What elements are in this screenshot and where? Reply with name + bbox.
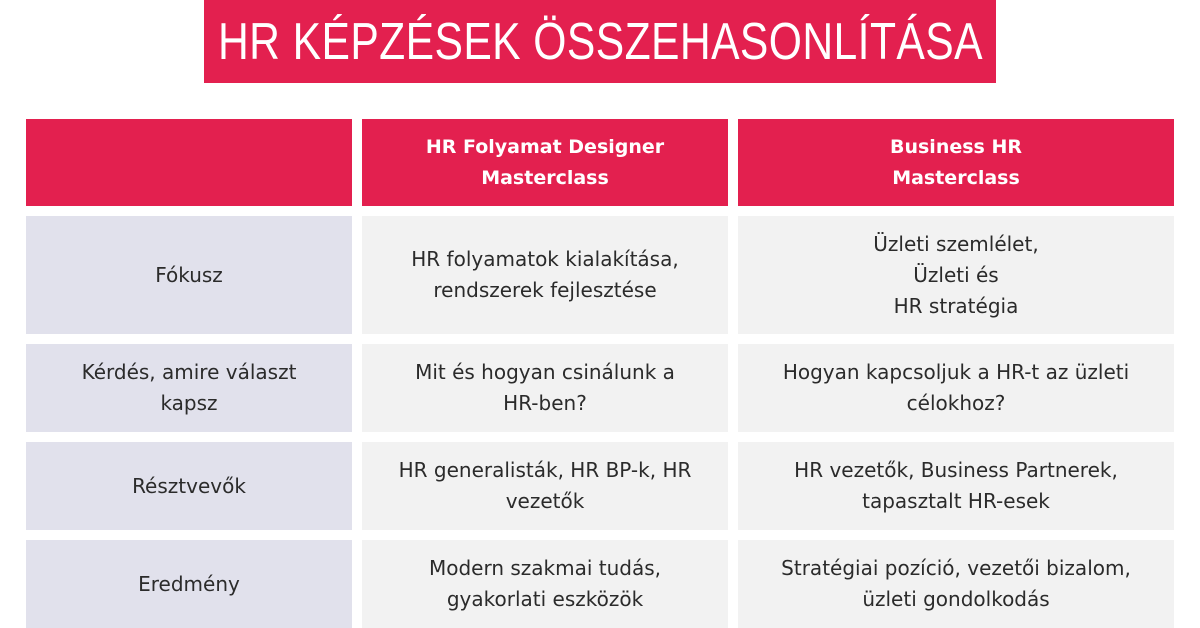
row-label-eredmeny: Eredmény: [26, 540, 352, 628]
row-label-resztvevok: Résztvevők: [26, 442, 352, 530]
row-label-fokusz: Fókusz: [26, 216, 352, 334]
table-cell: HR folyamatok kialakítása, rendszerek fejlesztése: [362, 216, 728, 334]
table-cell: Üzleti szemlélet, Üzleti és HR stratégia: [738, 216, 1174, 334]
row-label-kerdes: Kérdés, amire választ kapsz: [26, 344, 352, 432]
table-cell: Modern szakmai tudás, gyakorlati eszközök: [362, 540, 728, 628]
table-cell: Stratégiai pozíció, vezetői bizalom, üzleti gondolkodás: [738, 540, 1174, 628]
page-title: HR KÉPZÉSEK ÖSSZEHASONLÍTÁSA: [217, 12, 983, 71]
header-corner-cell: [26, 119, 352, 206]
table-cell: Mit és hogyan csinálunk a HR-ben?: [362, 344, 728, 432]
table-cell: HR vezetők, Business Partnerek, tapasztalt HR-esek: [738, 442, 1174, 530]
title-banner: [204, 0, 996, 83]
table-cell: Hogyan kapcsoljuk a HR-t az üzleti célokhoz?: [738, 344, 1174, 432]
table-cell: HR generalisták, HR BP-k, HR vezetők: [362, 442, 728, 530]
header-business-hr: Business HR Masterclass: [738, 119, 1174, 206]
header-hr-folyamat-designer: HR Folyamat Designer Masterclass: [362, 119, 728, 206]
